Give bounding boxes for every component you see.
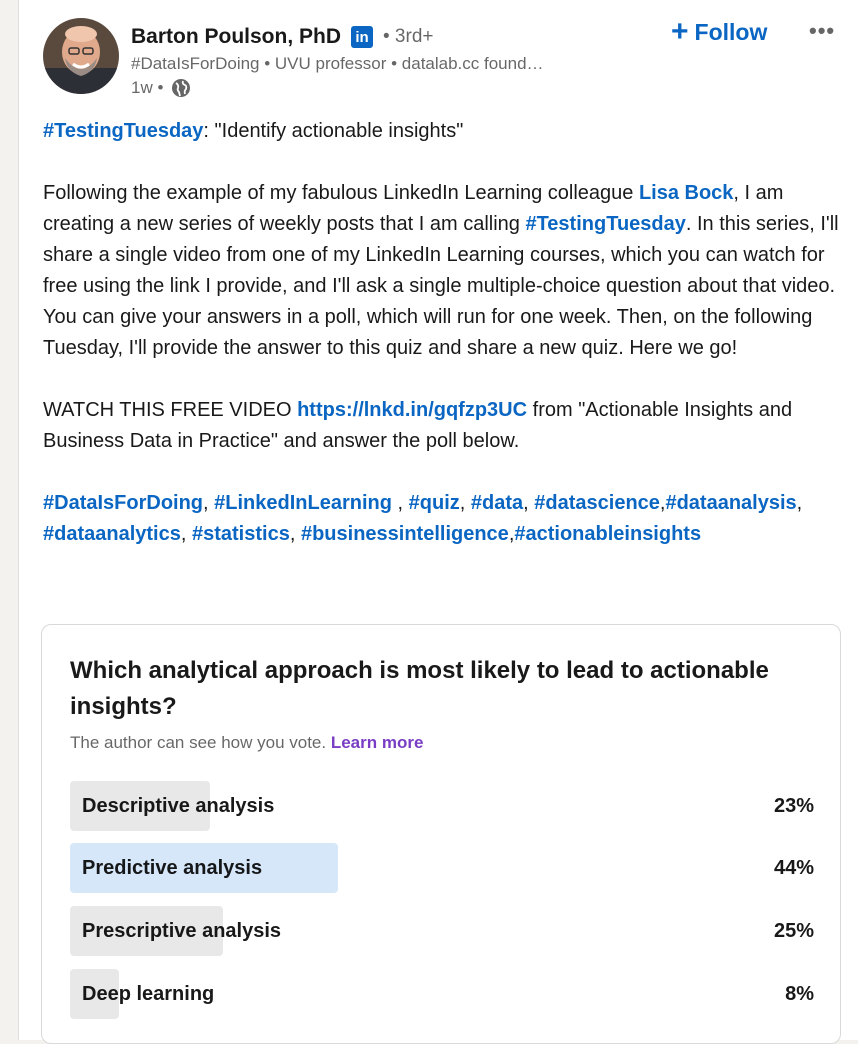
post-text-span: WATCH THIS FREE VIDEO	[43, 399, 298, 421]
author-name[interactable]: Barton Poulson, PhD	[131, 25, 341, 48]
post-text-span: Following the example of my fabulous LinkedIn Learning colleague	[43, 182, 639, 204]
poll-note	[70, 733, 423, 753]
poll-note-text: The author can see how you vote.	[70, 733, 331, 752]
hashtag-separator: ,	[459, 492, 471, 514]
post-text-span: , I am creating a new series of weekly posts that I am calling	[43, 182, 784, 235]
hashtag-link[interactable]: #TestingTuesday	[525, 213, 686, 235]
poll	[41, 624, 841, 1044]
hashtag-separator: ,	[659, 492, 666, 514]
learn-more-link[interactable]: Learn more	[330, 733, 424, 752]
hashtag-separator: ,	[203, 492, 215, 514]
hashtag-separator: ,	[391, 492, 409, 514]
connection-degree: • 3rd+	[383, 26, 434, 47]
author-name-row	[131, 22, 434, 52]
post-card	[18, 0, 858, 1040]
post-text-span: from "Actionable Insights and Business Data in Practice" and answer the poll below.	[43, 399, 793, 452]
poll-option[interactable]	[70, 969, 814, 1019]
post-time-row	[131, 78, 191, 98]
hashtag-list	[43, 488, 843, 550]
mention-link[interactable]: Lisa Bock	[638, 182, 734, 204]
post-line-1	[43, 116, 843, 147]
poll-option-label: Deep learning	[82, 983, 215, 1005]
more-options-icon[interactable]: •••	[809, 18, 836, 43]
poll-option-percent: 44%	[773, 857, 814, 879]
avatar[interactable]	[43, 18, 119, 94]
hashtag-link[interactable]: #dataanalysis	[665, 492, 797, 514]
plus-icon: +	[671, 15, 689, 48]
hashtag-link[interactable]: #LinkedInLearning	[214, 492, 392, 514]
post-paragraph-3	[43, 395, 843, 457]
post-text-span: : "Identify actionable insights"	[203, 120, 464, 142]
hashtag-link[interactable]: #data	[470, 492, 524, 514]
author-headline: #DataIsForDoing • UVU professor • datalab.cc found…	[131, 54, 544, 73]
post-time: 1w •	[131, 78, 164, 97]
follow-button[interactable]	[671, 16, 767, 48]
hashtag-link[interactable]: #quiz	[408, 492, 460, 514]
globe-icon	[171, 78, 191, 98]
hashtag-link[interactable]: #DataIsForDoing	[43, 492, 204, 514]
hashtag-link[interactable]: #actionableinsights	[514, 523, 702, 545]
hashtag-separator: ,	[289, 523, 301, 545]
avatar-photo-icon	[43, 18, 119, 94]
poll-option-percent: 23%	[773, 795, 814, 817]
hashtag-link[interactable]: #dataanalytics	[43, 523, 181, 545]
video-link[interactable]: https://lnkd.in/gqfzp3UC	[297, 399, 528, 421]
post-paragraph-2	[43, 178, 843, 364]
poll-option-label: Descriptive analysis	[82, 795, 275, 817]
post-text-span: . In this series, I'll share a single video from one of my LinkedIn Learning courses, which you can watch for free using the link I provide, and I'll ask a single multiple-choice question about that video. You can give your answers in a poll, which will run for one week. Then, on the following Tuesday, I'll provide the answer to this quiz and share a new quiz. Here we go!	[43, 213, 839, 359]
hashtag-link[interactable]: #businessintelligence	[300, 523, 509, 545]
poll-option[interactable]	[70, 843, 814, 893]
poll-option-percent: 8%	[785, 983, 814, 1005]
poll-option-percent: 25%	[773, 920, 814, 942]
post-text	[43, 116, 843, 550]
hashtag-link[interactable]: #datascience	[534, 492, 660, 514]
hashtag-separator: ,	[508, 523, 515, 545]
hashtag-separator: ,	[180, 523, 192, 545]
linkedin-premium-icon: in	[351, 26, 373, 48]
hashtag-separator: ,	[523, 492, 535, 514]
poll-option[interactable]	[70, 906, 814, 956]
hashtag-link[interactable]: #TestingTuesday	[43, 120, 204, 142]
follow-label: Follow	[694, 18, 768, 45]
poll-option-label: Prescriptive analysis	[82, 920, 282, 942]
hashtag-link[interactable]: #statistics	[191, 523, 290, 545]
poll-question: Which analytical approach is most likely to lead to actionable insights?	[70, 657, 769, 720]
hashtag-separator: ,	[796, 492, 803, 514]
poll-option-label: Predictive analysis	[82, 857, 263, 879]
poll-option[interactable]	[70, 781, 814, 831]
